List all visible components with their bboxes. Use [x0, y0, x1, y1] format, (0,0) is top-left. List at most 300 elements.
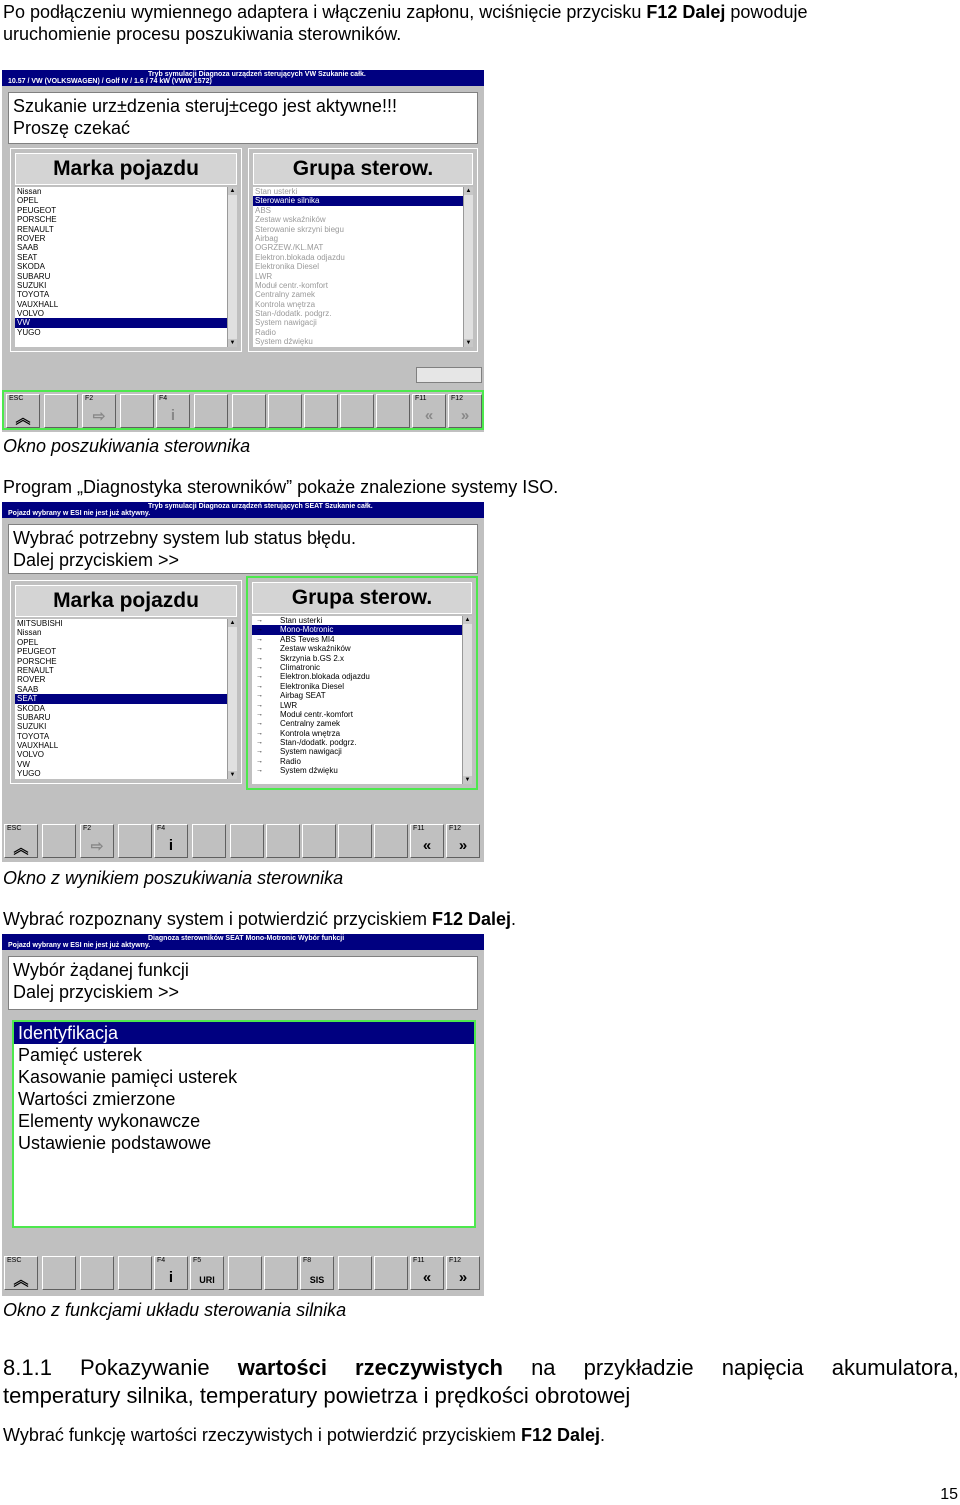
f12-button[interactable]: [446, 1256, 480, 1290]
list-item-label: Nissan: [17, 628, 42, 638]
f11-button[interactable]: [410, 1256, 444, 1290]
list-item-label: Moduł centr.-komfort: [280, 709, 353, 719]
list-item-label: Mono-Motronic: [280, 625, 334, 635]
paragraph-4: [3, 1424, 605, 1446]
fkey-blank[interactable]: [230, 824, 264, 858]
fkey-blank[interactable]: [374, 824, 408, 858]
section-word: na: [531, 1355, 556, 1380]
scroll-up-icon[interactable]: ▲: [229, 620, 236, 626]
list-item-label: Stan usterki: [255, 187, 298, 196]
control-group-panel: [246, 576, 478, 790]
list-item[interactable]: [252, 663, 462, 672]
list-item[interactable]: [252, 682, 462, 691]
arrow-right-icon: →: [256, 748, 263, 756]
double-right-icon: »: [458, 1269, 468, 1286]
double-right-icon: »: [458, 837, 468, 854]
fkey-blank[interactable]: [44, 394, 78, 428]
list-item[interactable]: [15, 694, 227, 703]
message-line2: Dalej przyciskiem >>: [13, 550, 180, 570]
list-item[interactable]: [15, 750, 227, 759]
list-item[interactable]: [252, 635, 462, 644]
f12-button[interactable]: [446, 824, 480, 858]
list-item[interactable]: [253, 234, 463, 243]
list-item[interactable]: [15, 657, 227, 666]
list-item[interactable]: [253, 187, 463, 196]
list-item-label: Stan-/dodatk. podgrz.: [255, 309, 332, 319]
title-bar: [2, 70, 484, 86]
list-item-label: Elektronika Diesel: [280, 681, 345, 691]
list-item[interactable]: [15, 272, 227, 281]
para4-end: .: [600, 1425, 606, 1445]
title-bar: [2, 934, 484, 950]
message-line2: Dalej przyciskiem >>: [13, 982, 180, 1002]
list-item[interactable]: [15, 243, 227, 252]
list-item-label: Stan-/dodatk. podgrz.: [280, 738, 357, 748]
list-item-label: Sterowanie silnika: [255, 196, 320, 206]
list-item[interactable]: [253, 215, 463, 224]
arrow-right-icon: →: [256, 720, 263, 728]
list-item[interactable]: [15, 619, 227, 628]
list-item-label: TOYOTA: [17, 290, 50, 300]
fkey-blank[interactable]: [118, 1256, 152, 1290]
window-title: Diagnoza sterowników SEAT Mono-Motronic Wybór funkcji: [148, 935, 345, 942]
list-item-label: SUBARU: [17, 712, 51, 722]
list-item-label: SAAB: [17, 684, 39, 694]
para3-end: .: [511, 909, 517, 929]
key-label: F4: [157, 825, 166, 832]
list-item[interactable]: [252, 701, 462, 710]
list-item-label: Ustawienie podstawowe: [18, 1133, 212, 1153]
list-item[interactable]: [15, 732, 227, 741]
list-item-label: Sterowanie skrzyni biegu: [255, 224, 344, 234]
list-item[interactable]: [15, 638, 227, 647]
esc-button[interactable]: [4, 824, 38, 858]
list-item[interactable]: [15, 290, 227, 299]
list-item-label: Identyfikacja: [18, 1023, 119, 1043]
list-item-label: Zestaw wskaźników: [280, 644, 351, 654]
scroll-up-icon[interactable]: ▲: [229, 188, 236, 194]
key-label: F4: [157, 1257, 166, 1264]
esc-button[interactable]: [6, 394, 40, 428]
list-item[interactable]: [252, 766, 462, 775]
list-item-label: Elektronika Diesel: [255, 262, 320, 272]
fkey-blank[interactable]: [268, 394, 302, 428]
double-left-icon: «: [422, 1269, 432, 1286]
list-item[interactable]: [15, 675, 227, 684]
list-item[interactable]: [15, 206, 227, 215]
arrow-right-icon: →: [256, 645, 263, 653]
list-item-label: OPEL: [17, 196, 39, 206]
scrollbar[interactable]: [463, 187, 473, 347]
vehicle-brand-header: Marka pojazdu: [15, 153, 237, 185]
title-bar: [2, 502, 484, 518]
list-item[interactable]: [15, 215, 227, 224]
double-left-icon: «: [424, 407, 434, 424]
message-line1: Wybór żądanej funkcji: [13, 960, 189, 980]
list-item-label: OGRZEW./KL.MAT: [255, 243, 324, 253]
list-item[interactable]: [14, 1132, 474, 1154]
para4-text: Wybrać funkcję wartości rzeczywistych i potwierdzić przyciskiem: [3, 1425, 521, 1445]
list-item[interactable]: [253, 206, 463, 215]
list-item-label: SUZUKI: [17, 722, 47, 732]
fkey-blank[interactable]: [80, 1256, 114, 1290]
intro-text-end: powoduje: [725, 2, 808, 22]
list-item-label: Centralny zamek: [255, 290, 316, 300]
list-item[interactable]: [253, 196, 463, 205]
section-word: Pokazywanie: [80, 1355, 210, 1380]
paragraph-3: [3, 908, 516, 930]
list-item-label: LWR: [280, 700, 298, 710]
list-item-label: RENAULT: [17, 665, 54, 675]
key-label: F8: [303, 1257, 312, 1264]
section-number: 8.1.1: [3, 1355, 52, 1380]
vehicle-brand-list[interactable]: [15, 187, 227, 347]
list-item-label: ABS: [255, 205, 272, 215]
list-item-label: Pamięć usterek: [18, 1045, 143, 1065]
list-item[interactable]: [15, 225, 227, 234]
list-item-label: Wartości zmierzone: [18, 1089, 176, 1109]
key-label: F11: [413, 825, 425, 832]
list-item[interactable]: [14, 1066, 474, 1088]
list-item[interactable]: [252, 719, 462, 728]
list-item-label: MITSUBISHI: [17, 619, 63, 628]
list-item[interactable]: [15, 281, 227, 290]
list-item-label: Elektron.blokada odjazdu: [255, 252, 345, 262]
caption-2: Okno z wynikiem poszukiwania sterownika: [3, 868, 344, 888]
double-up-icon: ︽: [15, 410, 31, 427]
fkey-blank[interactable]: [376, 394, 410, 428]
scrollbar[interactable]: [227, 619, 237, 779]
list-item-label: System dźwięku: [255, 337, 313, 347]
list-item-label: Kasowanie pamięci usterek: [18, 1067, 238, 1087]
key-label: F12: [451, 395, 464, 402]
scroll-up-icon[interactable]: ▲: [465, 188, 472, 194]
key-label: ESC: [7, 825, 22, 832]
status-notice: Pojazd wybrany w ESI nie jest już aktywny.: [8, 942, 151, 949]
list-item-label: Kontrola wnętrza: [255, 299, 316, 309]
arrow-right-icon: →: [256, 757, 263, 765]
list-item-label: Elektron.blokada odjazdu: [280, 672, 370, 682]
screenshot-functions: [2, 934, 484, 1296]
arrow-right-icon: →: [256, 673, 263, 681]
list-item-label: System dźwięku: [280, 766, 338, 776]
status-notice: Pojazd wybrany w ESI nie jest już aktywny.: [8, 510, 151, 517]
list-item-label: LWR: [255, 271, 273, 281]
arrow-right-icon: →: [256, 663, 263, 671]
list-item-label: VOLVO: [17, 309, 44, 319]
list-item[interactable]: [15, 704, 227, 713]
list-item-label: Centralny zamek: [280, 719, 341, 729]
info-icon: i: [170, 407, 176, 424]
list-item-label: VOLVO: [17, 750, 44, 760]
arrow-right-icon: →: [256, 692, 263, 700]
f11-button[interactable]: [412, 394, 446, 428]
list-item[interactable]: [253, 243, 463, 252]
arrow-right-icon: →: [256, 654, 263, 662]
list-item[interactable]: [253, 300, 463, 309]
list-item-label: SKODA: [17, 262, 46, 272]
list-item[interactable]: [15, 685, 227, 694]
list-item[interactable]: [15, 318, 227, 327]
list-item-label: ABS Teves MI4: [280, 634, 335, 644]
fkey-blank[interactable]: [42, 1256, 76, 1290]
double-up-icon: ︽: [13, 1272, 29, 1289]
list-item-label: VAUXHALL: [17, 741, 59, 751]
f12-button[interactable]: [448, 394, 482, 428]
list-item-label: ROVER: [17, 233, 46, 243]
key-label: F5: [193, 1257, 202, 1264]
fkey-blank[interactable]: [302, 824, 336, 858]
fkey-blank[interactable]: [340, 394, 374, 428]
list-item-label: Radio: [280, 756, 301, 766]
arrow-right-icon: ⇨: [92, 408, 106, 425]
list-item[interactable]: [15, 647, 227, 656]
list-item[interactable]: [253, 225, 463, 234]
screenshot-search: [2, 70, 484, 432]
fkey-blank[interactable]: [120, 394, 154, 428]
list-item[interactable]: [253, 337, 463, 346]
list-item[interactable]: [253, 290, 463, 299]
uri-label: URI: [199, 1275, 215, 1285]
list-item-label: SUBARU: [17, 271, 51, 281]
list-item[interactable]: [253, 262, 463, 271]
list-item[interactable]: [15, 328, 227, 337]
key-label: ESC: [9, 395, 24, 402]
double-left-icon: «: [422, 837, 432, 854]
list-item[interactable]: [15, 187, 227, 196]
list-item-label: Elementy wykonawcze: [18, 1111, 201, 1131]
list-item[interactable]: [252, 672, 462, 681]
list-item-label: System nawigacji: [280, 747, 342, 757]
list-item[interactable]: [252, 644, 462, 653]
vehicle-brand-panel: [10, 580, 242, 784]
key-label: F11: [415, 395, 427, 402]
list-item[interactable]: [15, 234, 227, 243]
fkey-blank[interactable]: [194, 394, 228, 428]
control-group-panel: [248, 148, 478, 352]
section-word: napięcia: [721, 1355, 804, 1380]
fkey-blank[interactable]: [338, 824, 372, 858]
intro-line2: uruchomienie procesu poszukiwania sterowników.: [3, 24, 402, 44]
list-item[interactable]: [15, 769, 227, 778]
caption-3: Okno z funkcjami układu sterowania silnika: [3, 1300, 347, 1320]
list-item[interactable]: [253, 318, 463, 327]
f5-button[interactable]: [190, 1256, 224, 1290]
section-word-bold: wartości: [237, 1355, 327, 1380]
control-group-header: Grupa sterow.: [253, 153, 473, 185]
function-list[interactable]: [12, 1020, 476, 1228]
fkey-blank[interactable]: [264, 1256, 298, 1290]
list-item-label: PEUGEOT: [17, 647, 57, 657]
list-item[interactable]: [252, 691, 462, 700]
control-group-header: Grupa sterow.: [252, 582, 472, 614]
scroll-down-icon[interactable]: ▼: [229, 772, 236, 778]
intro-text: Po podłączeniu wymiennego adaptera i włączeniu zapłonu, wciśnięcie przycisku: [3, 2, 647, 22]
window-title: Tryb symulacji Diagnoza urządzeń sterujących VW Szukanie całk.: [148, 71, 366, 78]
list-item[interactable]: [253, 281, 463, 290]
f2-button[interactable]: [80, 824, 114, 858]
message-box: [8, 524, 478, 574]
para4-bold: F12 Dalej: [520, 1425, 601, 1445]
section-word-bold: rzeczywistych: [355, 1355, 503, 1380]
scrollbar[interactable]: [227, 187, 237, 347]
message-line1: Wybrać potrzebny system lub status błędu.: [13, 528, 356, 548]
scroll-up-icon[interactable]: ▲: [464, 617, 471, 623]
info-icon: i: [168, 1269, 174, 1286]
list-item-label: Nissan: [17, 187, 42, 196]
list-item[interactable]: [15, 666, 227, 675]
list-item[interactable]: [252, 747, 462, 756]
list-item[interactable]: [252, 625, 462, 634]
list-item-label: Climatronic: [280, 662, 321, 672]
key-label: F12: [449, 1257, 462, 1264]
scroll-down-icon[interactable]: ▼: [465, 340, 472, 346]
message-line1: Szukanie urz±dzenia steruj±cego jest aktywne!!!: [13, 96, 397, 116]
list-item[interactable]: [15, 309, 227, 318]
scroll-down-icon[interactable]: ▼: [229, 340, 236, 346]
double-right-icon: »: [460, 407, 470, 424]
list-item-label: YUGO: [17, 769, 41, 779]
key-label: ESC: [7, 1257, 22, 1264]
list-item[interactable]: [15, 262, 227, 271]
f4-button[interactable]: [154, 824, 188, 858]
list-item[interactable]: [15, 628, 227, 637]
function-key-bar: [2, 1254, 484, 1294]
f8-button[interactable]: [300, 1256, 334, 1290]
message-line2: Proszę czekać: [13, 118, 131, 138]
list-item-label: Radio: [255, 327, 276, 337]
vehicle-info: 10.57 / VW (VOLKSWAGEN) / Golf IV / 1.6 / 74 kW (VWW 1572): [8, 78, 212, 85]
list-item[interactable]: [253, 272, 463, 281]
fkey-blank[interactable]: [304, 394, 338, 428]
arrow-right-icon: →: [256, 635, 263, 643]
list-item[interactable]: [252, 738, 462, 747]
arrow-right-icon: →: [256, 767, 263, 775]
sis-label: SIS: [309, 1275, 325, 1285]
fkey-blank[interactable]: [42, 824, 76, 858]
section-heading: [3, 1354, 959, 1410]
list-item-label: SKODA: [17, 703, 46, 713]
list-item[interactable]: [252, 710, 462, 719]
f4-button[interactable]: [154, 1256, 188, 1290]
list-item-label: SEAT: [17, 694, 38, 704]
list-item[interactable]: [15, 741, 227, 750]
arrow-right-icon: →: [256, 626, 263, 634]
list-item[interactable]: [15, 300, 227, 309]
fkey-blank[interactable]: [374, 1256, 408, 1290]
arrow-right-icon: →: [256, 682, 263, 690]
function-key-bar: [2, 390, 484, 430]
arrow-right-icon: →: [256, 739, 263, 747]
control-group-list[interactable]: [253, 187, 463, 347]
list-item-label: PEUGEOT: [17, 205, 57, 215]
arrow-right-icon: →: [256, 617, 263, 624]
esc-button[interactable]: [4, 1256, 38, 1290]
list-item-label: Stan usterki: [280, 616, 323, 625]
list-item-label: SAAB: [17, 243, 39, 253]
list-item[interactable]: [252, 757, 462, 766]
fkey-blank[interactable]: [118, 824, 152, 858]
fkey-blank[interactable]: [266, 824, 300, 858]
para3-bold: F12 Dalej: [431, 909, 512, 929]
section-line2: temperatury silnika, temperatury powietrza i prędkości obrotowej: [3, 1383, 631, 1408]
arrow-right-icon: →: [256, 701, 263, 709]
key-label: F12: [449, 825, 462, 832]
list-item[interactable]: [252, 616, 462, 625]
screenshot-result: [2, 502, 484, 862]
list-item-label: RENAULT: [17, 224, 54, 234]
fkey-blank[interactable]: [338, 1256, 372, 1290]
list-item-label: Skrzynia b.GS 2.x: [280, 653, 345, 663]
list-item[interactable]: [14, 1022, 474, 1044]
list-item[interactable]: [252, 729, 462, 738]
list-item[interactable]: [253, 328, 463, 337]
function-key-bar: [2, 822, 484, 862]
info-icon: i: [168, 837, 174, 854]
message-box: [8, 956, 478, 1010]
list-item-label: VAUXHALL: [17, 299, 59, 309]
list-item-label: PORSCHE: [17, 656, 57, 666]
status-field: [416, 367, 482, 383]
scroll-down-icon[interactable]: ▼: [464, 777, 471, 783]
page-number: 15: [940, 1486, 958, 1503]
fkey-blank[interactable]: [232, 394, 266, 428]
list-item[interactable]: [253, 253, 463, 262]
f11-button[interactable]: [410, 824, 444, 858]
list-item-label: Zestaw wskaźników: [255, 215, 326, 225]
fkey-blank[interactable]: [192, 824, 226, 858]
list-item-label: VW: [17, 759, 30, 769]
list-item-label: System nawigacji: [255, 318, 317, 328]
list-item[interactable]: [14, 1110, 474, 1132]
fkey-blank[interactable]: [228, 1256, 262, 1290]
list-item-label: VW: [17, 318, 30, 328]
list-item-label: ROVER: [17, 675, 46, 685]
list-item[interactable]: [15, 253, 227, 262]
list-item[interactable]: [14, 1088, 474, 1110]
caption-1: Okno poszukiwania sterownika: [3, 436, 251, 456]
f2-button[interactable]: [82, 394, 116, 428]
list-item-label: SUZUKI: [17, 280, 47, 290]
list-item-label: Moduł centr.-komfort: [255, 280, 328, 290]
list-item[interactable]: [15, 760, 227, 769]
paragraph-2: Program „Diagnostyka sterowników” pokaże znalezione systemy ISO.: [3, 477, 559, 497]
key-label: F11: [413, 1257, 425, 1264]
vehicle-brand-panel: [10, 148, 242, 352]
list-item[interactable]: [253, 309, 463, 318]
list-item[interactable]: [15, 713, 227, 722]
section-word: akumulatora,: [831, 1355, 959, 1380]
key-label: F2: [85, 395, 94, 402]
section-word: przykładzie: [583, 1355, 694, 1380]
list-item[interactable]: [14, 1044, 474, 1066]
message-box: [8, 92, 478, 144]
list-item[interactable]: [15, 196, 227, 205]
scrollbar[interactable]: [462, 616, 472, 784]
list-item[interactable]: [252, 654, 462, 663]
list-item-label: Airbag: [255, 233, 279, 243]
f4-button[interactable]: [156, 394, 190, 428]
list-item-label: Airbag SEAT: [280, 691, 326, 701]
list-item-label: Kontrola wnętrza: [280, 728, 341, 738]
control-group-list[interactable]: [252, 616, 462, 784]
intro-bold: F12 Dalej: [646, 2, 726, 22]
arrow-right-icon: ⇨: [90, 838, 104, 855]
list-item[interactable]: [15, 722, 227, 731]
double-up-icon: ︽: [13, 840, 29, 857]
key-label: F2: [83, 825, 92, 832]
vehicle-brand-list[interactable]: [15, 619, 227, 779]
